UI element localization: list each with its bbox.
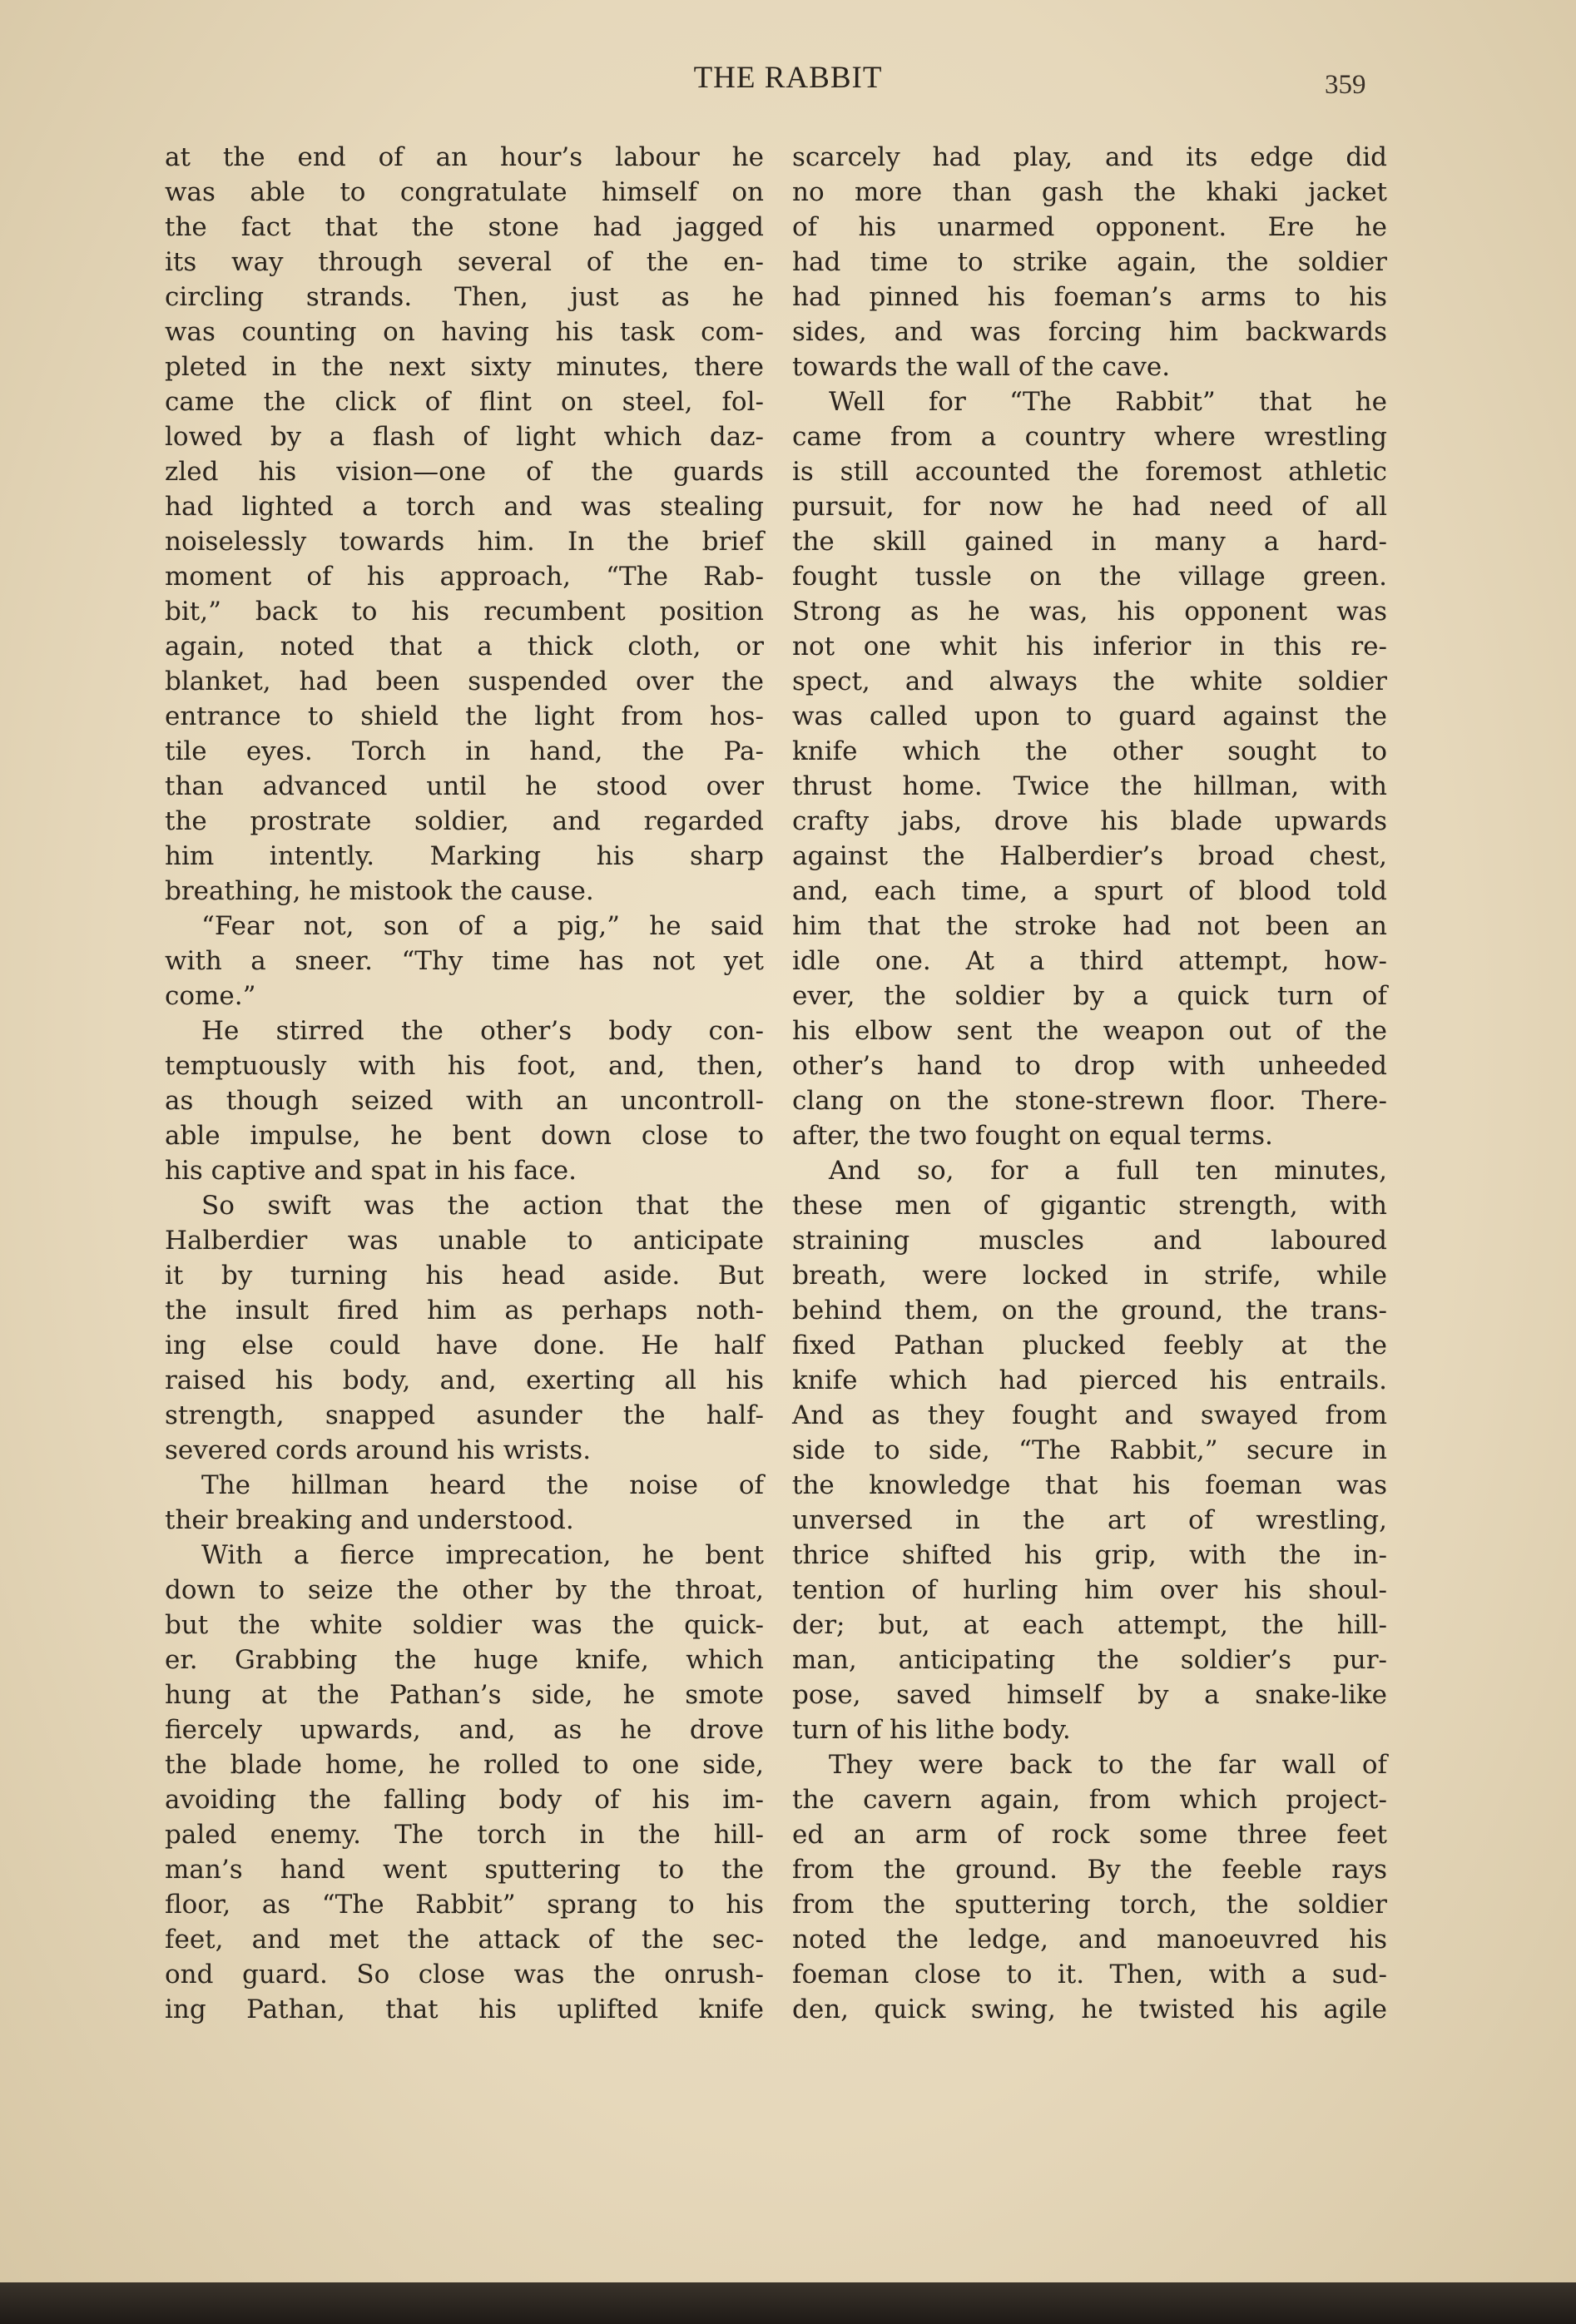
text-line: floor, as “The Rabbit” sprang to his (165, 1890, 764, 1920)
text-line: fixed Pathan plucked feebly at the (792, 1330, 1387, 1360)
text-line: and, each time, a spurt of blood told (792, 876, 1387, 906)
text-line: the blade home, he rolled to one side, (165, 1750, 764, 1780)
text-line: pursuit, for now he had need of all (792, 492, 1387, 522)
text-line: the cavern again, from which project- (792, 1785, 1387, 1815)
text-line: raised his body, and, exerting all his (165, 1365, 764, 1395)
text-line: ever, the soldier by a quick turn of (792, 981, 1387, 1011)
running-head: THE RABBIT (693, 61, 883, 95)
text-line: the insult fired him as perhaps noth- (165, 1296, 764, 1326)
text-line: zled his vision—one of the guards (165, 457, 764, 487)
text-line: unversed in the art of wrestling, (792, 1505, 1387, 1535)
text-line: paled enemy. The torch in the hill- (165, 1820, 764, 1850)
text-line: from the sputtering torch, the soldier (792, 1890, 1387, 1920)
text-line: clang on the stone-strewn floor. There- (792, 1086, 1387, 1116)
page-header (0, 60, 1576, 110)
text-line: was able to congratulate himself on (165, 177, 764, 207)
text-line: tention of hurling him over his shoul- (792, 1575, 1387, 1605)
text-line: lowed by a flash of light which daz- (165, 422, 764, 452)
text-line: breathing, he mistook the cause. (165, 876, 594, 906)
text-line: pleted in the next sixty minutes, there (165, 352, 764, 382)
text-line: ing Pathan, that his uplifted knife (165, 1994, 764, 2024)
text-line: against the Halberdier’s broad chest, (792, 841, 1387, 871)
text-line: breath, were locked in strife, while (792, 1261, 1387, 1291)
text-line: blanket, had been suspended over the (165, 666, 764, 696)
text-line: pose, saved himself by a snake-like (792, 1680, 1387, 1710)
text-line: knife which the other sought to (792, 736, 1387, 766)
text-line: with a sneer. “Thy time has not yet (165, 946, 764, 976)
text-line: scarcely had play, and its edge did (792, 142, 1387, 172)
text-line: come.” (165, 981, 256, 1011)
text-line: is still accounted the foremost athletic (792, 457, 1387, 487)
text-line: hung at the Pathan’s side, he smote (165, 1680, 764, 1710)
text-line: the skill gained in many a hard- (792, 527, 1387, 557)
text-line: Well for “The Rabbit” that he (829, 387, 1387, 417)
text-line: the prostrate soldier, and regarded (165, 806, 764, 836)
text-line: The hillman heard the noise of (201, 1470, 764, 1500)
text-line: had time to strike again, the soldier (792, 247, 1387, 277)
text-line: but the white soldier was the quick- (165, 1610, 764, 1640)
text-line: temptuously with his foot, and, then, (165, 1051, 764, 1081)
text-line: him that the stroke had not been an (792, 911, 1387, 941)
text-line: than advanced until he stood over (165, 771, 764, 801)
text-line: feet, and met the attack of the sec- (165, 1925, 764, 1955)
text-line: spect, and always the white soldier (792, 666, 1387, 696)
text-line: came the click of flint on steel, fol- (165, 387, 764, 417)
text-line: no more than gash the khaki jacket (792, 177, 1387, 207)
text-line: his elbow sent the weapon out of the (792, 1016, 1387, 1046)
text-line: So swift was the action that the (201, 1191, 764, 1221)
text-line: the fact that the stone had jagged (165, 212, 764, 242)
text-line: came from a country where wrestling (792, 422, 1387, 452)
text-line: towards the wall of the cave. (792, 352, 1171, 382)
text-line: Strong as he was, his opponent was (792, 597, 1387, 627)
text-line: was counting on having his task com- (165, 317, 764, 347)
text-line: it by turning his head aside. But (165, 1261, 764, 1291)
text-line: idle one. At a third attempt, how- (792, 946, 1387, 976)
text-line: his captive and spat in his face. (165, 1156, 577, 1186)
text-line: side to side, “The Rabbit,” secure in (792, 1435, 1387, 1465)
text-line: not one whit his inferior in this re- (792, 632, 1387, 662)
text-line: its way through several of the en- (165, 247, 764, 277)
text-line: sides, and was forcing him backwards (792, 317, 1387, 347)
text-line: foeman close to it. Then, with a sud- (792, 1960, 1387, 1990)
text-line: of his unarmed opponent. Ere he (792, 212, 1387, 242)
text-line: knife which had pierced his entrails. (792, 1365, 1387, 1395)
text-line: had pinned his foeman’s arms to his (792, 282, 1387, 312)
text-line: fought tussle on the village green. (792, 562, 1387, 592)
text-line: these men of gigantic strength, with (792, 1191, 1387, 1221)
text-line: the knowledge that his foeman was (792, 1470, 1387, 1500)
right-text-column (792, 140, 1387, 2027)
text-line: And so, for a full ten minutes, (829, 1156, 1387, 1186)
page-number: 359 (1325, 70, 1366, 100)
text-line: entrance to shield the light from hos- (165, 701, 764, 731)
text-line: was called upon to guard against the (792, 701, 1387, 731)
text-line: ed an arm of rock some three feet (792, 1820, 1387, 1850)
text-line: turn of his lithe body. (792, 1715, 1071, 1745)
text-line: bit,” back to his recumbent position (165, 597, 764, 627)
text-line: ond guard. So close was the onrush- (165, 1960, 764, 1990)
text-line: had lighted a torch and was stealing (165, 492, 764, 522)
text-line: man, anticipating the soldier’s pur- (792, 1645, 1387, 1675)
text-line: straining muscles and laboured (792, 1226, 1387, 1256)
text-line: With a fierce imprecation, he bent (201, 1540, 764, 1570)
text-line: as though seized with an uncontroll- (165, 1086, 764, 1116)
text-line: circling strands. Then, just as he (165, 282, 764, 312)
page-bottom-edge (0, 2282, 1576, 2324)
text-line: tile eyes. Torch in hand, the Pa- (165, 736, 764, 766)
text-line: And as they fought and swayed from (792, 1400, 1387, 1430)
text-line: their breaking and understood. (165, 1505, 574, 1535)
text-line: fiercely upwards, and, as he drove (165, 1715, 764, 1745)
text-line: behind them, on the ground, the trans- (792, 1296, 1387, 1326)
text-line: ing else could have done. He half (165, 1330, 764, 1360)
text-line: him intently. Marking his sharp (165, 841, 764, 871)
text-line: noted the ledge, and manoeuvred his (792, 1925, 1387, 1955)
text-line: other’s hand to drop with unheeded (792, 1051, 1387, 1081)
text-line: moment of his approach, “The Rab- (165, 562, 764, 592)
text-line: from the ground. By the feeble rays (792, 1855, 1387, 1885)
text-line: after, the two fought on equal terms. (792, 1121, 1273, 1151)
text-line: They were back to the far wall of (829, 1750, 1387, 1780)
text-line: Halberdier was unable to anticipate (165, 1226, 764, 1256)
text-line: able impulse, he bent down close to (165, 1121, 764, 1151)
text-line: man’s hand went sputtering to the (165, 1855, 764, 1885)
text-line: crafty jabs, drove his blade upwards (792, 806, 1387, 836)
text-line: again, noted that a thick cloth, or (165, 632, 764, 662)
text-line: avoiding the falling body of his im- (165, 1785, 764, 1815)
text-line: He stirred the other’s body con- (201, 1016, 764, 1046)
text-line: severed cords around his wrists. (165, 1435, 592, 1465)
left-text-column (165, 140, 764, 2027)
text-line: thrice shifted his grip, with the in- (792, 1540, 1387, 1570)
text-line: den, quick swing, he twisted his agile (792, 1994, 1387, 2024)
text-line: der; but, at each attempt, the hill- (792, 1610, 1387, 1640)
text-line: thrust home. Twice the hillman, with (792, 771, 1387, 801)
text-line: “Fear not, son of a pig,” he said (201, 911, 764, 941)
text-line: er. Grabbing the huge knife, which (165, 1645, 764, 1675)
text-line: strength, snapped asunder the half- (165, 1400, 764, 1430)
text-line: down to seize the other by the throat, (165, 1575, 764, 1605)
text-line: at the end of an hour’s labour he (165, 142, 764, 172)
text-line: noiselessly towards him. In the brief (165, 527, 764, 557)
